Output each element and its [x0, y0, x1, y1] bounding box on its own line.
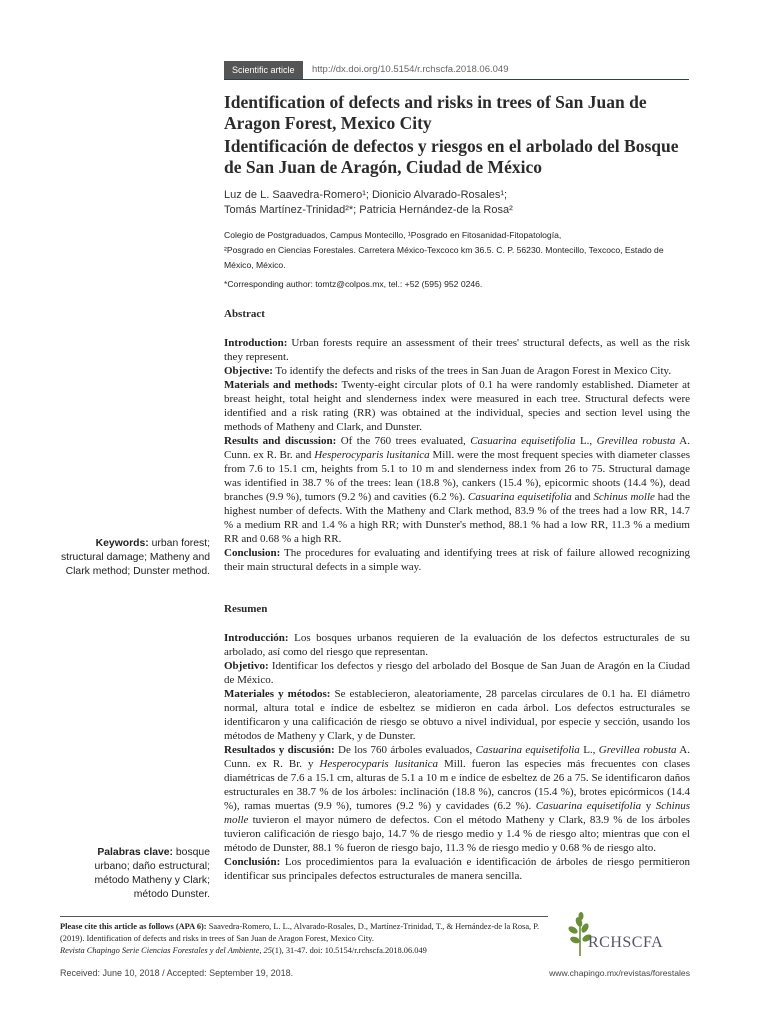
palabras-clave: [60, 846, 210, 902]
resumen-conclusion: Conclusión: Los procedimientos para la evaluación e identificación de árboles de riesgo permitieron identificar sus principales defectos estructurales de manera sencilla.: [224, 856, 690, 882]
affiliation-2: ²Posgrado en Ciencias Forestales. Carretera México-Texcoco km 36.5. C. P. 56230. Montecillo, Texcoco, Estado de México, México.: [224, 245, 664, 270]
doi-link[interactable]: http://dx.doi.org/10.5154/r.rchscfa.2018.06.049: [312, 64, 509, 75]
received-dates: Received: June 10, 2018 / Accepted: September 19, 2018.: [60, 968, 294, 978]
palabras-clave-text: bosque urbano; daño estructural; método Matheny y Clark; método Dunster.: [94, 847, 210, 900]
abstract-conclusion: Conclusion: The procedures for evaluating and identifying trees at risk of failure allowed recognizing their main structural defects in a simple way.: [224, 547, 690, 573]
corresponding-author: *Corresponding author: tomtz@colpos.mx, tel.: +52 (595) 952 0246.: [224, 279, 483, 289]
article-type-tag: Scientific article: [224, 61, 303, 79]
resumen-heading: Resumen: [224, 603, 268, 615]
palabras-clave-label: Palabras clave:: [97, 847, 174, 858]
affiliation-1: Colegio de Postgraduados, Campus Montecillo, ¹Posgrado en Fitosanidad-Fitopatología,: [224, 230, 562, 240]
abstract-body: [224, 336, 690, 574]
abstract-heading: Abstract: [224, 308, 265, 320]
abstract-objective: Objective: To identify the defects and risks of the trees in San Juan de Aragon Forest in Mexico City.: [224, 365, 672, 377]
journal-website-link[interactable]: www.chapingo.mx/revistas/forestales: [549, 968, 690, 978]
keywords-label: Keywords:: [95, 538, 149, 549]
article-header: [224, 92, 694, 292]
resumen-objetivo: Objetivo: Identificar los defectos y riesgo del arbolado del Bosque de San Juan de Aragón en la Ciudad de México.: [224, 660, 690, 686]
author-line-1: Luz de L. Saavedra-Romero¹; Dionicio Alvarado-Rosales¹;: [224, 189, 508, 201]
resumen-body: [224, 631, 690, 883]
journal-logo-text: RCHSCFA: [588, 934, 664, 951]
resumen-metodos: Materiales y métodos: Se establecieron, aleatoriamente, 28 parcelas circulares de 0.1 ha. El diámetro normal, altura total e índice de esbeltez se midieron en cada árbol. Los defectos estructurales se identificaron y una calificación de riesgo se obtuvo a nivel individual, por especie y sección, usando los métodos de Matheny y Clark, y de Dunster.: [224, 688, 690, 742]
affiliations: [224, 228, 694, 292]
resumen-introduccion: Introducción: Los bosques urbanos requieren de la evaluación de los defectos estructurales de su arbolado, así como del riesgo que representan.: [224, 632, 690, 658]
title-english: Identification of defects and risks in trees of San Juan de Aragon Forest, Mexico City: [224, 92, 647, 133]
keywords: [60, 537, 210, 579]
keywords-text: urban forest; structural damage; Matheny and Clark method; Dunster method.: [60, 538, 210, 577]
title-spanish: Identificación de defectos y riesgos en el arbolado del Bosque de San Juan de Aragón, Ciudad de México: [224, 136, 679, 177]
abstract-results: Results and discussion: Of the 760 trees evaluated, Casuarina equisetifolia L., Grevillea robusta A. Cunn. ex R. Br. and Hesperocyparis lusitanica Mill. were the most frequent species with diameter classes from 7.6 to 15.1 cm, heights from 5.1 to 10 m and slenderness index from 26 to 75. Structural damage was identified in 38.7 % of the trees: lean (18.8 %), cankers (15.4 %), epicormic shoots (14.4 %), dead branches (9.9 %), tumors (9.2 %) and cavities (6.2 %). Casuarina equisetifolia and Schinus molle had the highest number of defects. With the Matheny and Clark method, 83.9 % of the trees had a low RR, 14.7 % a medium RR and 1.4 % a high RR; with Dunster's method, 88.1 % had a low RR, 11.3 % a medium RR and 0.68 % a high RR.: [224, 435, 690, 545]
citation-text: Saavedra-Romero, L. L., Alvarado-Rosales, D., Martínez-Trinidad, T., & Hernández-de la Rosa, P. (2019). Identification of defects and risks in trees of San Juan de Aragon Forest, Mexico City.: [60, 922, 540, 943]
author-list: [224, 188, 694, 218]
resumen-resultados: Resultados y discusión: De los 760 árboles evaluados, Casuarina equisetifolia L., Grevillea robusta A. Cunn. ex R. Br. y Hesperocyparis lusitanica Mill. fueron las especies más frecuentes con clases diamétricas de 7.6 a 15.1 cm, alturas de 5.1 a 10 m e índice de esbeltez de 26 a 75. Se identificaron daños estructurales en 38.7 % de los árboles: inclinación (18.8 %), cancros (15.4 %), brotes epicórmicos (14.4 %), ramas muertas (9.9 %), tumores (9.2 %) y cavidades (6.2 %). Casuarina equisetifolia y Schinus molle tuvieron el mayor número de defectos. Con el método Matheny y Clark, 83.9 % de los árboles tuvieron calificación de riesgo bajo, 14.7 % de riesgo medio y 1.4 % de riesgo alto; mientras que con el método de Dunster, 88.1 % fueron de riesgo bajo, 11.3 % de riesgo medio y 0.68 % de riesgo alto.: [224, 744, 691, 854]
abstract-methods: Materials and methods: Twenty-eight circular plots of 0.1 ha were randomly established. Diameter at breast height, total height and slenderness index were measured in each tree. Structural defects were identified and a risk rating (RR) was obtained at the individual, species and section level using the methods of Matheny and Clark, and Dunster.: [224, 379, 691, 433]
citation-label: Please cite this article as follows (APA 6):: [60, 922, 207, 931]
abstract-introduction: Introduction: Urban forests require an assessment of their trees' structural defects, as well as the risk they represent.: [224, 337, 690, 363]
citation-doi: (1), 31-47. doi: 10.5154/r.rchscfa.2018.06.049: [271, 946, 427, 955]
citation-block: [60, 916, 548, 957]
author-line-2: Tomás Martínez-Trinidad²*; Patricia Hernández-de la Rosa²: [224, 204, 513, 216]
article-header-bar: [224, 61, 689, 80]
citation-journal: Revista Chapingo Serie Ciencias Forestales y del Ambiente, 25: [60, 946, 272, 955]
